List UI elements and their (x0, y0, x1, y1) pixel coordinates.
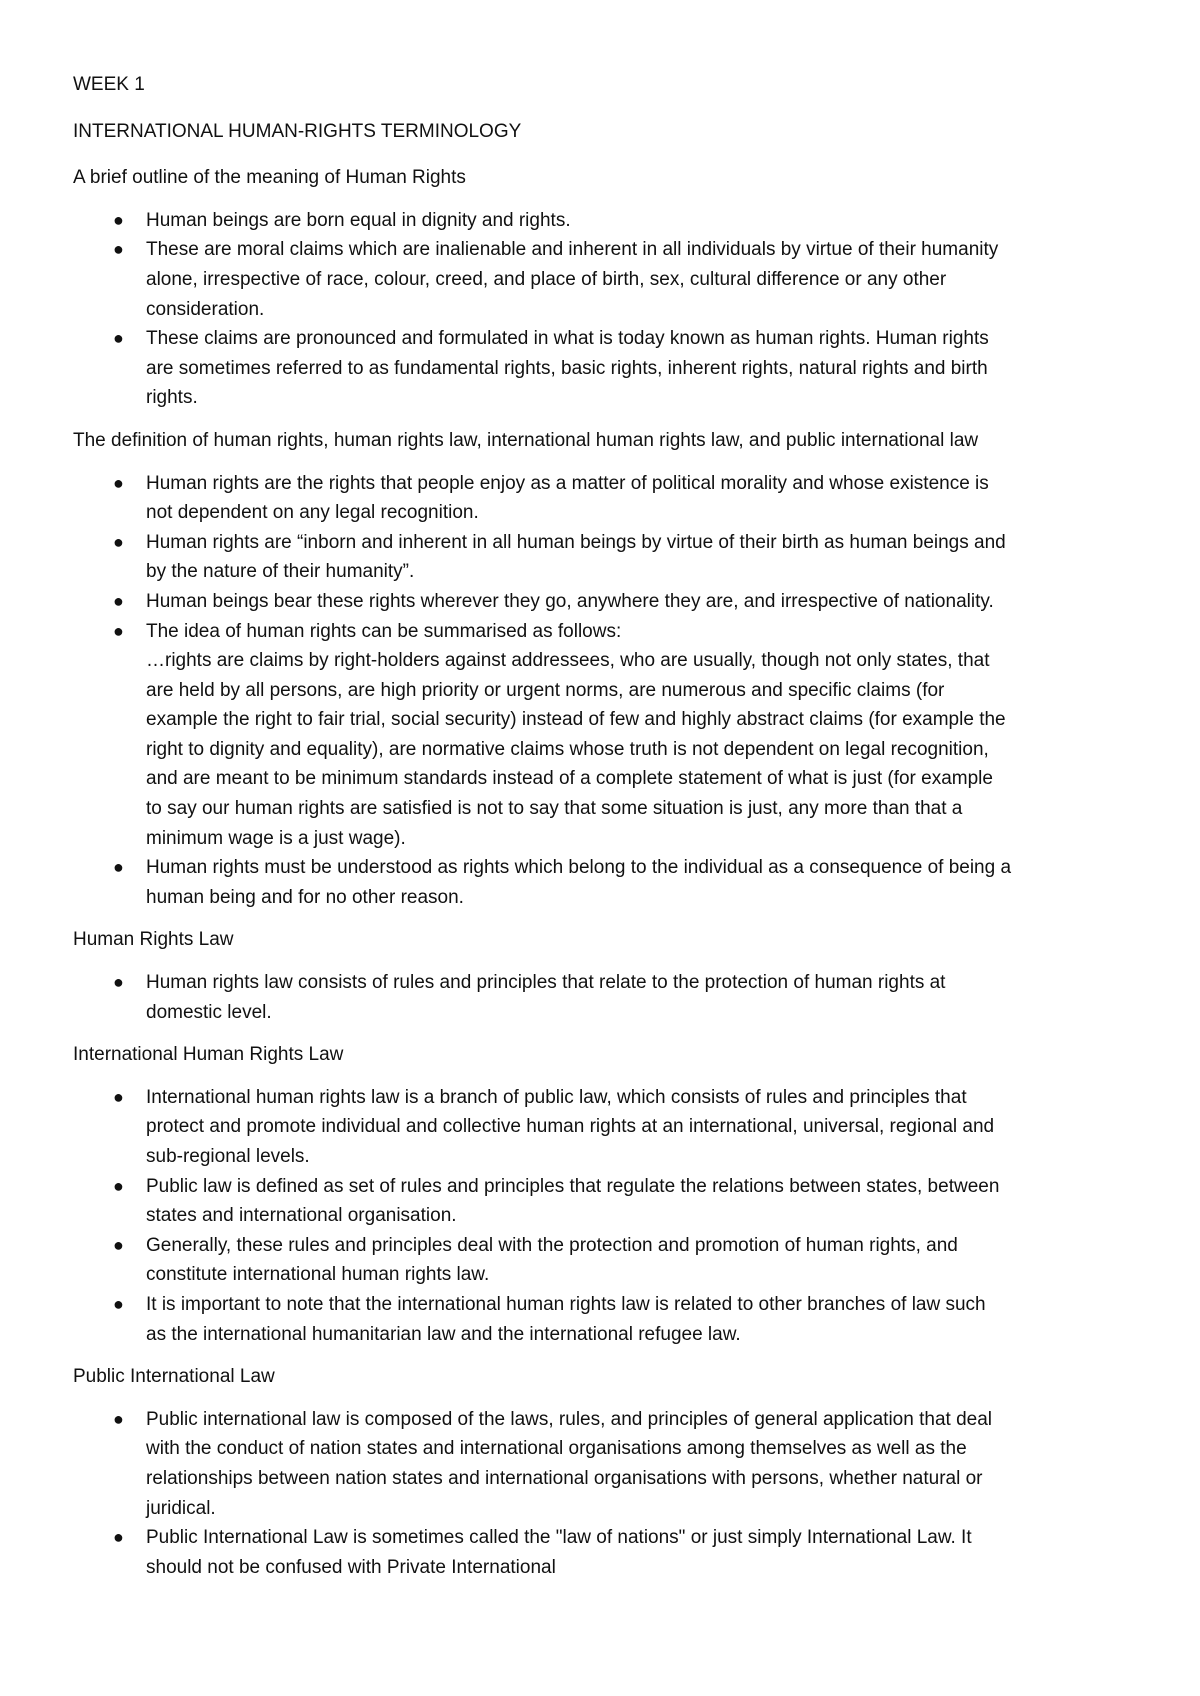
section-heading: A brief outline of the meaning of Human Rights (73, 167, 466, 189)
list-item-text: International human rights law is a branch of public law, which consists of rules and principles that protect and promote individual and collective human rights at an international, universal, regional and sub-regional levels. (146, 1086, 995, 1167)
list-item (73, 853, 1133, 912)
bullet-icon: ● (113, 1175, 124, 1196)
list-item-text: These claims are pronounced and formulated in what is today known as human rights. Human rights are sometimes referred to as fundamental rights, basic rights, inherent rights, natural rights and birth rights. (146, 328, 989, 409)
list-item-text: It is important to note that the international human rights law is related to other branches of law such as the international humanitarian law and the international refugee law. (146, 1293, 986, 1345)
bullet-icon: ● (113, 590, 124, 611)
list-item (73, 1405, 1133, 1523)
list-item-text: Human beings bear these rights wherever they go, anywhere they are, and irrespective of nationality. (146, 590, 994, 612)
bullet-icon: ● (113, 531, 124, 552)
list-item (73, 1231, 1133, 1290)
bullet-icon: ● (113, 1293, 124, 1314)
section-heading: Human Rights Law (73, 929, 234, 951)
list-item (73, 1083, 1133, 1172)
bullet-icon: ● (113, 472, 124, 493)
list-item-text: Human beings are born equal in dignity and rights. (146, 209, 571, 231)
bullet-icon: ● (113, 1234, 124, 1255)
bullet-list (73, 469, 1133, 913)
list-item-text: Generally, these rules and principles deal with the protection and promotion of human rights, and constitute international human rights law. (146, 1234, 958, 1286)
list-item (73, 1523, 1133, 1582)
bullet-icon: ● (113, 1086, 124, 1107)
list-item-text: The idea of human rights can be summarised as follows: …rights are claims by right-holders against addressees, who are usually, though not only states, that are held by all persons, are high priority or urgent norms, are numerous and specific claims (for example the right to fair trial, social security) instead of few and highly abstract claims (for example the right to dignity and equality), are normative claims whose truth is not dependent on legal recognition, and are meant to be minimum standards instead of a complete statement of what is just (for example to say our human rights are satisfied is not to say that some situation is just, any more than that a minimum wage is a just wage). (146, 620, 1006, 849)
bullet-icon: ● (113, 239, 124, 260)
bullet-list (73, 968, 1133, 1027)
list-item-text: Public International Law is sometimes called the "law of nations" or just simply International Law. It should not be confused with Private International (146, 1527, 972, 1578)
list-item (73, 206, 1133, 236)
bullet-list (73, 206, 1133, 413)
list-item (73, 617, 1133, 854)
list-item (73, 235, 1133, 324)
list-item-text: These are moral claims which are inalienable and inherent in all individuals by virtue of their humanity alone, irrespective of race, colour, creed, and place of birth, sex, cultural difference or any other consideration. (146, 239, 999, 320)
document-title: INTERNATIONAL HUMAN-RIGHTS TERMINOLOGY (73, 120, 522, 142)
list-item-text: Public international law is composed of the laws, rules, and principles of general application that deal with the conduct of nation states and international organisations among themselves as well as the relationships between nation states and international organisations with persons, whether natural or juridical. (146, 1408, 992, 1519)
bullet-list (73, 1083, 1133, 1349)
list-item (73, 469, 1133, 528)
bullet-icon: ● (113, 209, 124, 230)
week-label: WEEK 1 (73, 74, 145, 95)
list-item-text: Human rights are the rights that people enjoy as a matter of political morality and whose existence is not dependent on any legal recognition. (146, 472, 989, 524)
bullet-icon: ● (113, 857, 124, 878)
bullet-icon: ● (113, 972, 124, 993)
bullet-icon: ● (113, 620, 124, 641)
list-item-text: Human rights are “inborn and inherent in all human beings by virtue of their birth as human beings and by the nature of their humanity”. (146, 531, 1006, 583)
list-item-text: Public law is defined as set of rules and principles that regulate the relations between states, between states and international organisation. (146, 1175, 1000, 1227)
list-item (73, 587, 1133, 617)
section-heading: The definition of human rights, human rights law, international human rights law, and public international law (73, 429, 979, 451)
section-heading: Public International Law (73, 1366, 275, 1388)
list-item (73, 528, 1133, 587)
bullet-icon: ● (113, 328, 124, 349)
bullet-list (73, 1405, 1133, 1583)
list-item (73, 968, 1133, 1027)
list-item (73, 1290, 1133, 1349)
bullet-icon: ● (113, 1527, 124, 1548)
list-item-text: Human rights law consists of rules and principles that relate to the protection of human rights at domestic level. (146, 972, 946, 1023)
section-heading: International Human Rights Law (73, 1044, 344, 1066)
document-page (73, 70, 1133, 1595)
bullet-icon: ● (113, 1408, 124, 1429)
list-item (73, 324, 1133, 413)
list-item (73, 1172, 1133, 1231)
list-item-text: Human rights must be understood as rights which belong to the individual as a consequence of being a human being and for no other reason. (146, 857, 1012, 908)
